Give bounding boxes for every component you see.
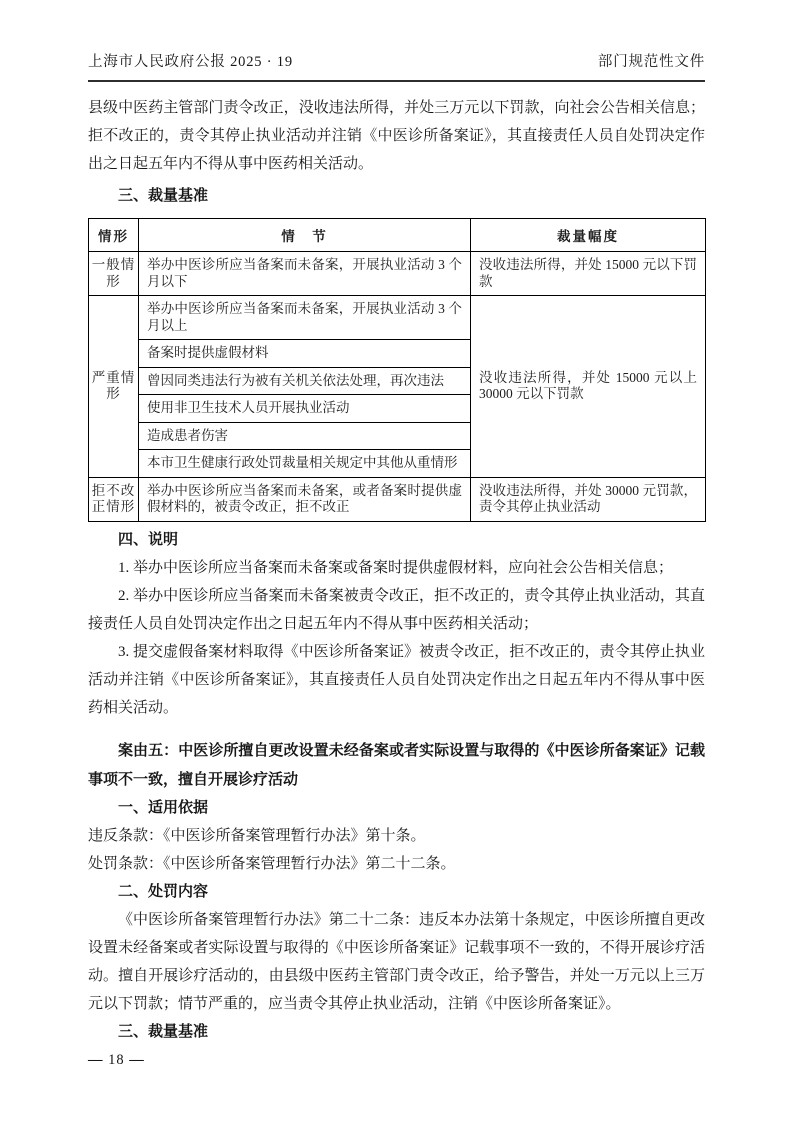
page-footer bbox=[88, 1052, 705, 1069]
column-header-range: 裁量幅度 bbox=[471, 219, 706, 252]
gazette-title: 上海市人民政府公报 2025 · 19 bbox=[88, 54, 293, 70]
circumstance-cell: 曾因同类违法行为被有关机关依法处理，再次违法 bbox=[139, 367, 471, 395]
case5-section1-heading: 一、适用依据 bbox=[118, 798, 209, 816]
penalty-content-paragraph: 《中医诊所备案管理暂行办法》第二十二条：违反本办法第十条规定，中医诊所擅自更改设置未经备案或者实际设置与取得的《中医诊所备案证》记载事项不一致的，不得开展诊疗活动。擅自开展诊疗活动的，由县级中医药主管部门责令改正，给予警告，并处一万元以上三万元以下罚款；情节严重的，应当责令其停止执业活动，注销《中医诊所备案证》。 bbox=[88, 911, 705, 1012]
category-cell: 拒不改正情形 bbox=[89, 477, 139, 521]
category-cell: 一般情形 bbox=[89, 252, 139, 296]
page-number: 18 bbox=[108, 1051, 125, 1068]
explanation-item-2: 2. 举办中医诊所应当备案而未备案被责令改正，拒不改正的，责令其停止执业活动，其直接责任人员自处罚决定作出之日起五年内不得从事中医药相关活动； bbox=[88, 587, 705, 632]
circumstance-cell: 使用非卫生技术人员开展执业活动 bbox=[139, 395, 471, 423]
circumstance-cell: 备案时提供虚假材料 bbox=[139, 340, 471, 368]
intro-paragraph: 县级中医药主管部门责令改正，没收违法所得，并处三万元以下罚款，向社会公告相关信息；拒不改正的，责令其停止执业活动并注销《中医诊所备案证》，其直接责任人员自处罚决定作出之日起五年内不得从事中医药相关活动。 bbox=[88, 100, 705, 172]
table-row-refusal bbox=[89, 477, 706, 521]
penalty-clause: 处罚条款：《中医诊所备案管理暂行办法》第二十二条。 bbox=[88, 855, 456, 872]
table-header-row bbox=[89, 219, 706, 252]
range-cell: 没收违法所得，并处 15000 元以上 30000 元以下罚款 bbox=[471, 296, 706, 478]
circumstance-cell: 造成患者伤害 bbox=[139, 422, 471, 450]
circumstance-cell: 举办中医诊所应当备案而未备案，或者备案时提供虚假材料的，被责令改正，拒不改正 bbox=[139, 477, 471, 521]
table-row-general bbox=[89, 252, 706, 296]
case5-title: 案由五：中医诊所擅自更改设置未经备案或者实际设置与取得的《中医诊所备案证》记载事项不一致，擅自开展诊疗活动 bbox=[88, 741, 705, 788]
table-row-severe bbox=[89, 296, 706, 340]
circumstance-cell: 举办中医诊所应当备案而未备案，开展执业活动 3 个月以下 bbox=[139, 252, 471, 296]
footer-dash-left: — bbox=[88, 1051, 104, 1068]
violated-clause: 违反条款：《中医诊所备案管理暂行办法》第十条。 bbox=[88, 827, 426, 844]
section4-heading: 四、说明 bbox=[118, 530, 179, 548]
category-cell: 严重情形 bbox=[89, 296, 139, 478]
case5-section2-heading: 二、处罚内容 bbox=[118, 882, 209, 900]
discretion-standards-table bbox=[88, 218, 706, 522]
circumstance-cell: 本市卫生健康行政处罚裁量相关规定中其他从重情形 bbox=[139, 450, 471, 478]
section3-heading: 三、裁量基准 bbox=[118, 187, 209, 204]
page-header bbox=[88, 50, 705, 82]
footer-dash-right: — bbox=[129, 1051, 145, 1068]
explanation-item-3: 3. 提交虚假备案材料取得《中医诊所备案证》被责令改正，拒不改正的，责令其停止执业活动并注销《中医诊所备案证》，其直接责任人员自处罚决定作出之日起五年内不得从事中医药相关活动。 bbox=[88, 643, 705, 716]
document-category: 部门规范性文件 bbox=[597, 54, 705, 70]
range-cell: 没收违法所得，并处 15000 元以下罚款 bbox=[471, 252, 706, 296]
column-header-situation: 情形 bbox=[89, 219, 139, 252]
explanation-item-1: 1. 举办中医诊所应当备案而未备案或备案时提供虚假材料，应向社会公告相关信息； bbox=[118, 559, 674, 576]
column-header-circumstance: 情 节 bbox=[139, 219, 471, 252]
circumstance-cell: 举办中医诊所应当备案而未备案，开展执业活动 3 个月以上 bbox=[139, 296, 471, 340]
range-cell: 没收违法所得，并处 30000 元罚款，责令其停止执业活动 bbox=[471, 477, 706, 521]
case5-section3-heading: 三、裁量基准 bbox=[118, 1022, 209, 1040]
